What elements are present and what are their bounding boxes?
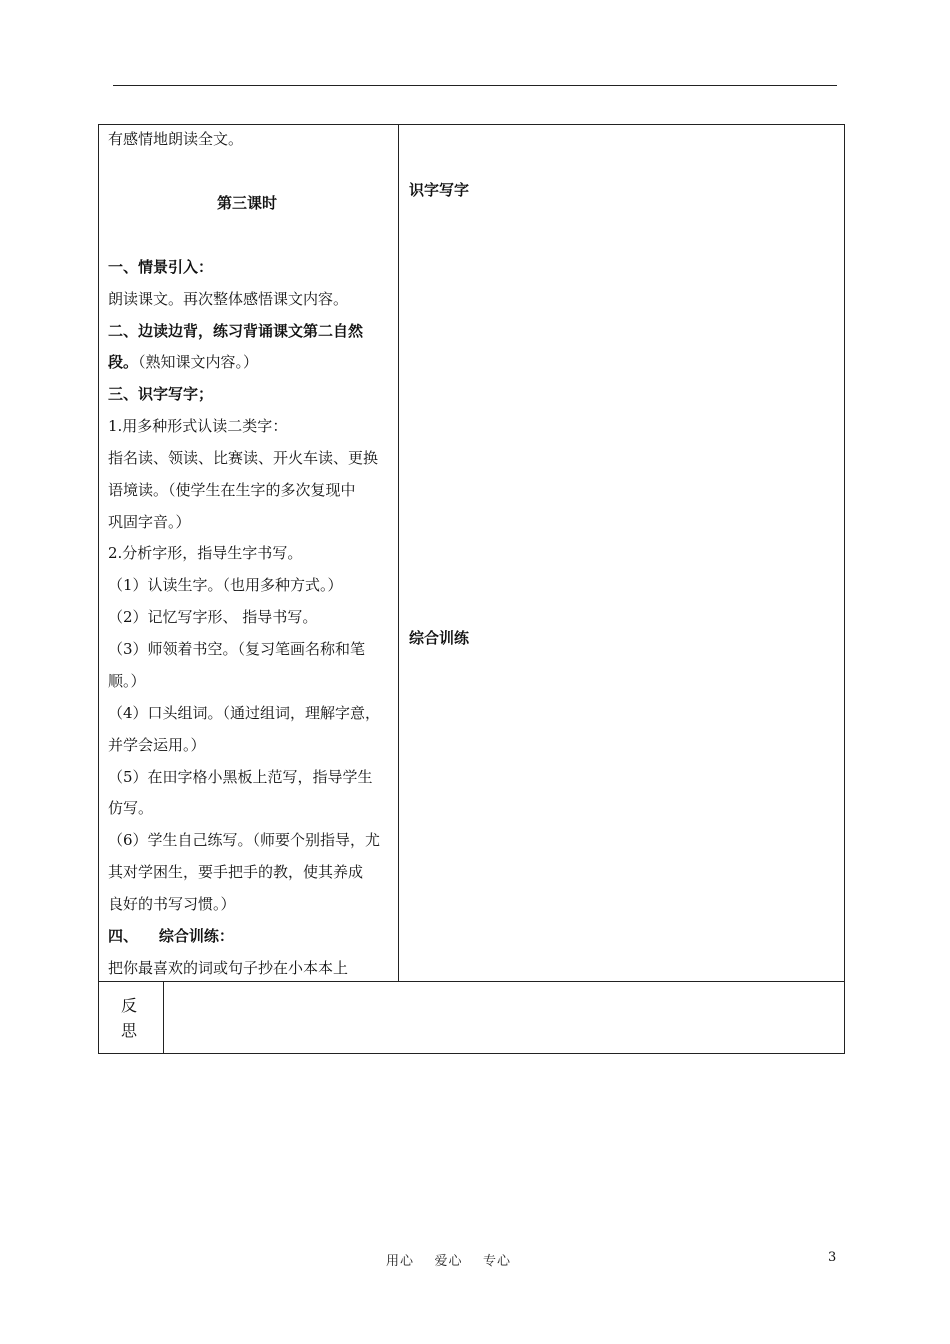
text-line: （5）在田字格小黑板上范写，指导学生 [108, 768, 373, 786]
column-divider [398, 125, 399, 981]
text-line: （1）认读生字。（也用多种方式。） [108, 576, 343, 594]
lesson-title: 第三课时 [217, 194, 278, 212]
text-line: （3）师领着书空。（复习笔画名称和笔 [108, 640, 366, 658]
section-heading: 一、情景引入： [108, 258, 214, 276]
section-heading: 四、 综合训练： [108, 927, 234, 945]
text-line: 朗读课文。再次整体感悟课文内容。 [108, 290, 349, 308]
text-line: 语境读。（使学生在生字的多次复现中 [108, 481, 356, 499]
text-span: （熟知课文内容。） [138, 353, 259, 371]
text-line: 1.用多种形式认读二类字： [108, 417, 288, 435]
reflection-char: 思 [121, 1021, 138, 1040]
text-line: （6）学生自己练写。（师要个别指导，尤 [108, 831, 381, 849]
lesson-plan-table [98, 124, 845, 1054]
text-line [108, 352, 258, 372]
footer-motto: 用心 爱心 专心 [386, 1254, 512, 1269]
reflection-divider [163, 981, 164, 1054]
section-heading: 三、识字写字； [108, 385, 214, 403]
row-divider [99, 981, 844, 982]
text-line: （4）口头组词。（通过组词，理解字意， [108, 704, 381, 722]
text-line: 有感情地朗读全文。 [108, 130, 244, 148]
text-line: 顺。） [108, 672, 146, 690]
page-number: 3 [828, 1250, 837, 1265]
text-line: 把你最喜欢的词或句子抄在小本本上 [108, 959, 349, 977]
text-line: 并学会运用。） [108, 736, 206, 754]
reflection-char: 反 [121, 996, 138, 1015]
text-line: 巩固字音。） [108, 513, 191, 531]
header-rule [113, 85, 837, 86]
section-heading: 二、边读边背，练习背诵课文第二自然 [108, 322, 364, 340]
right-label-training: 综合训练 [409, 629, 470, 647]
text-line: 其对学困生，要手把手的教，使其养成 [108, 863, 364, 881]
section-heading-end: 段。 [108, 353, 139, 371]
text-line: 仿写。 [108, 799, 154, 817]
text-line: 2.分析字形，指导生字书写。 [108, 544, 303, 562]
text-line: 指名读、领读、比赛读、开火车读、更换 [108, 449, 379, 467]
text-line: （2）记忆写字形、 指导书写。 [108, 608, 318, 626]
right-label-literacy: 识字写字 [409, 181, 470, 199]
text-line: 良好的书写习惯。） [108, 895, 236, 913]
